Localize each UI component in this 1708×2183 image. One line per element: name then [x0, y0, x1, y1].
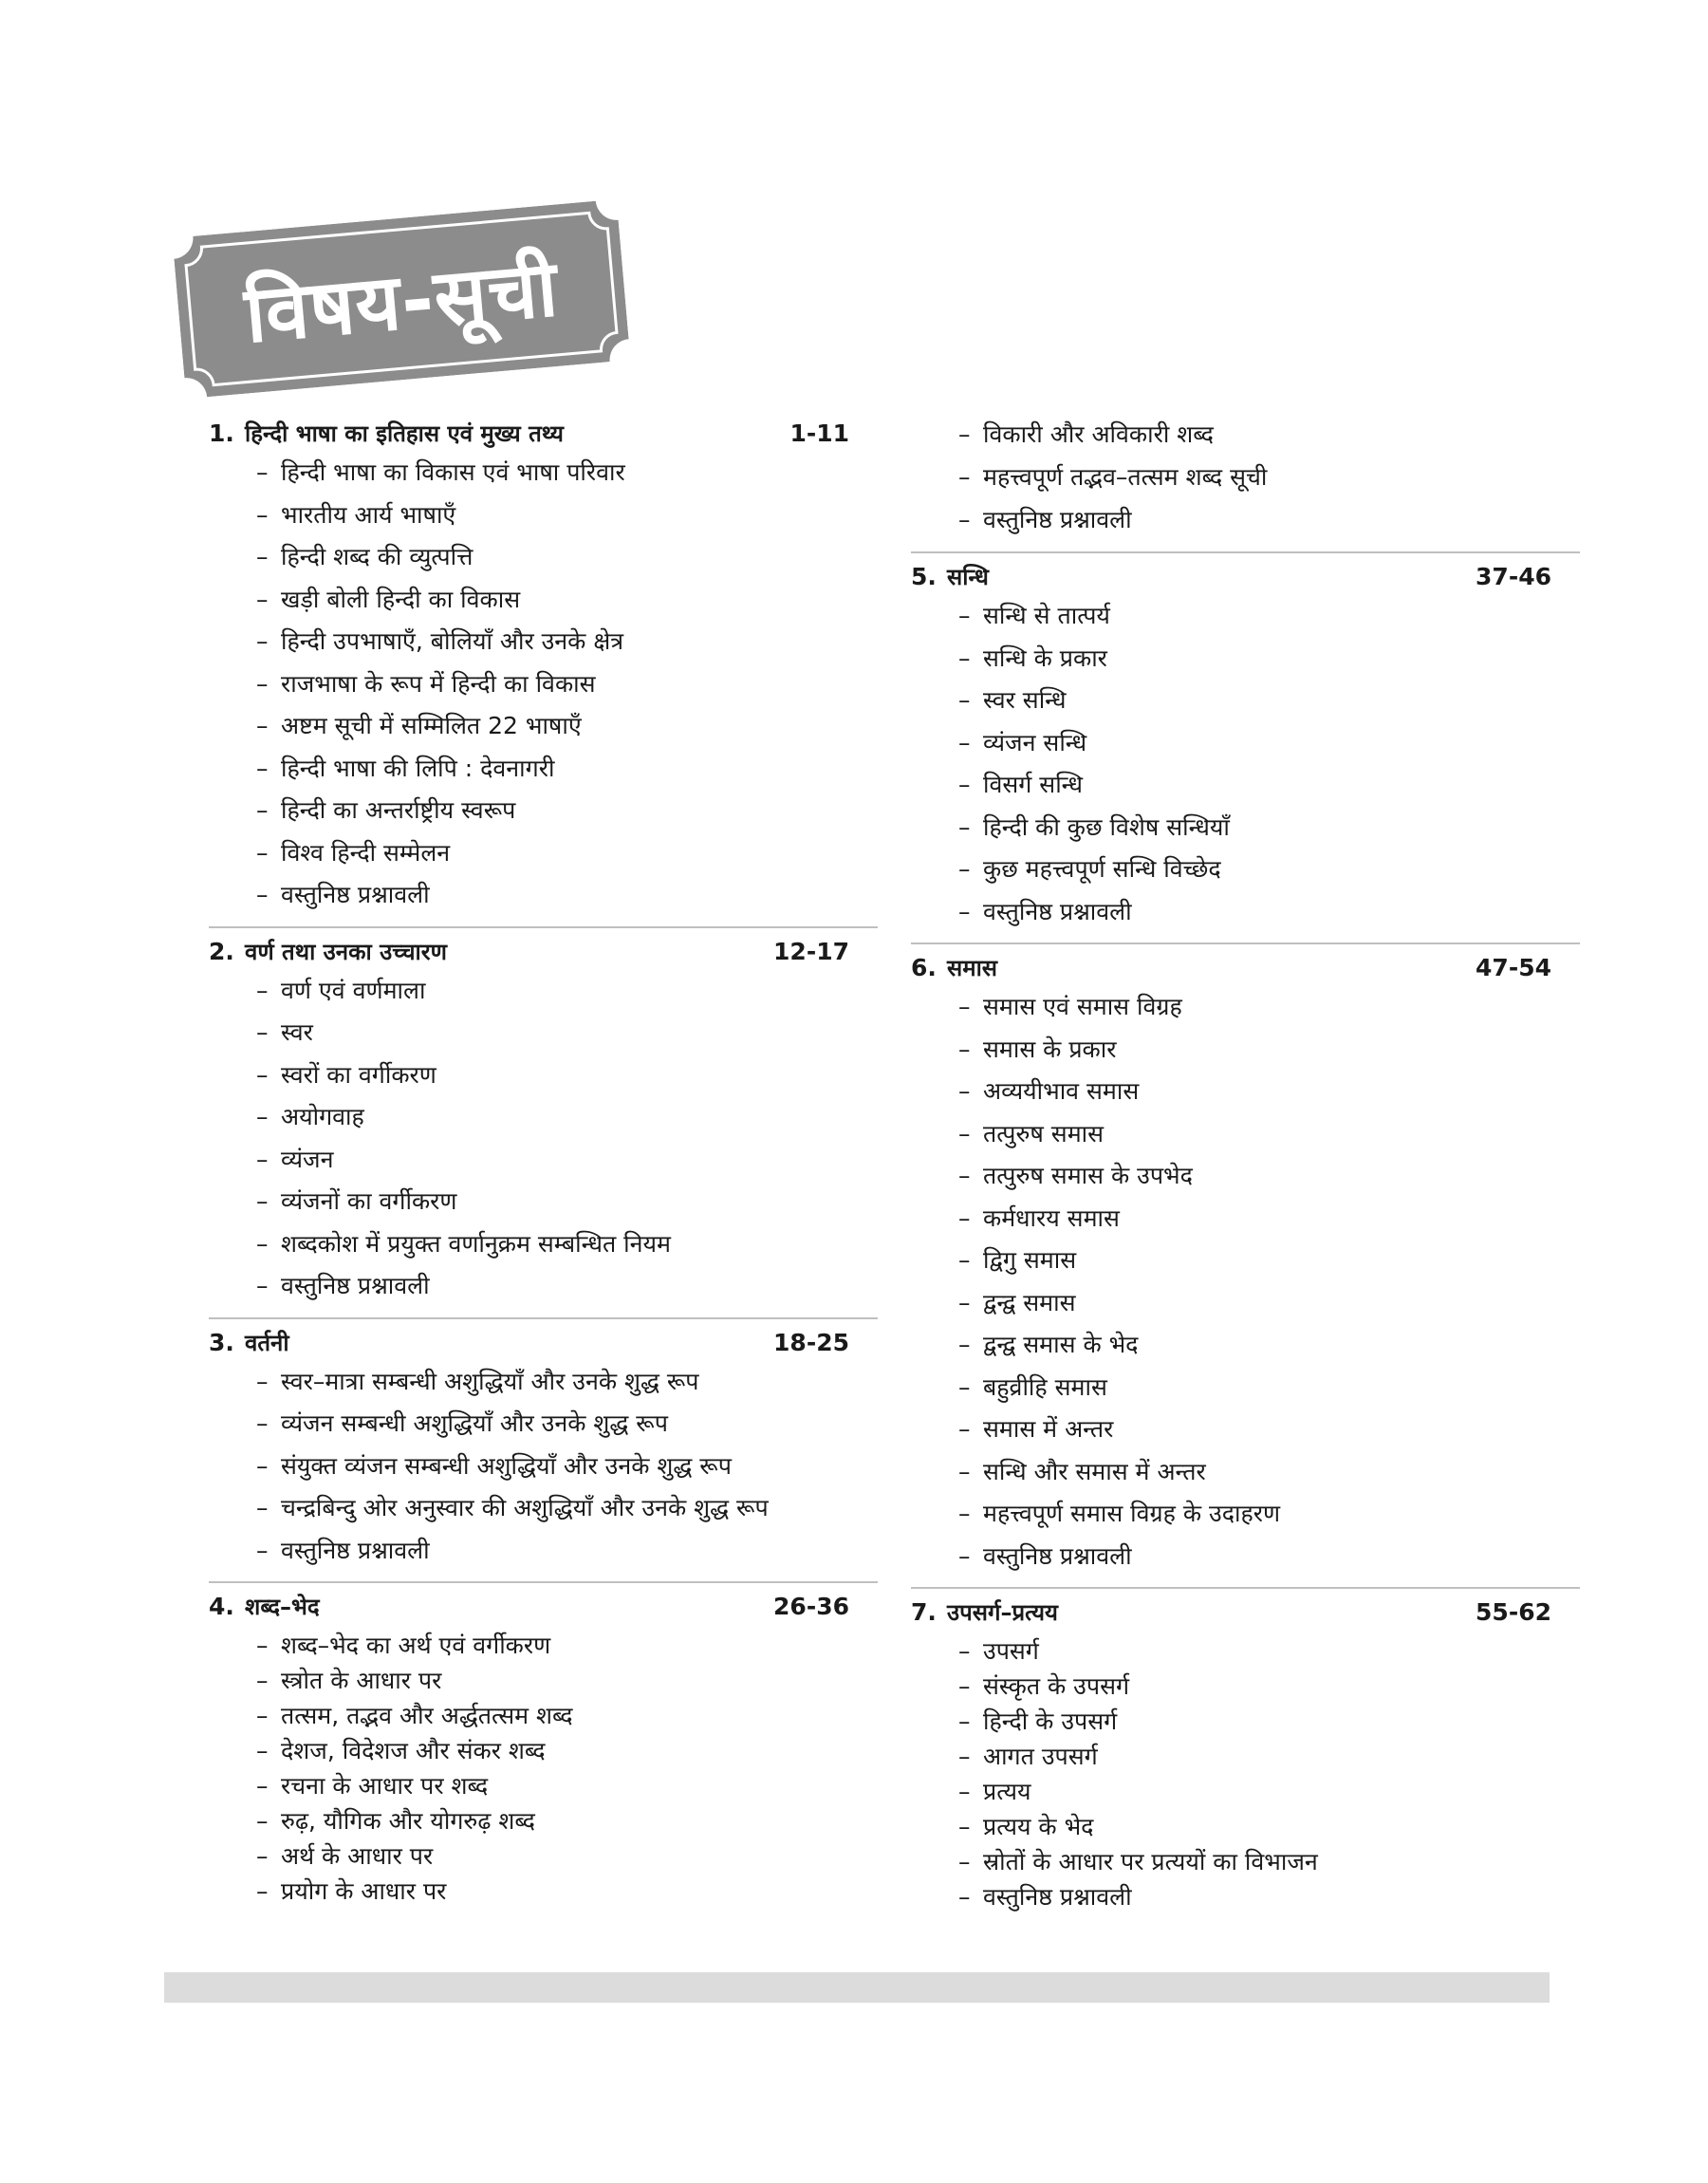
toc-item: – आगत उपसर्ग: [958, 1743, 1098, 1770]
toc-item: – वस्तुनिष्ठ प्रश्नावली: [958, 897, 1132, 925]
toc-item: – समास के प्रकार: [958, 1035, 1117, 1063]
toc-item: – बहुव्रीहि समास: [958, 1372, 1107, 1401]
toc-item: – हिन्दी के उपसर्ग: [958, 1707, 1118, 1735]
section-pages: 18-25: [773, 1328, 849, 1356]
toc-item: – द्वन्द्व समास: [958, 1288, 1076, 1316]
toc-item: – खड़ी बोली हिन्दी का विकास: [256, 585, 521, 613]
toc-item: – रचना के आधार पर शब्द: [256, 1772, 489, 1800]
section-number: 3.: [209, 1328, 234, 1356]
toc-item: – कुछ महत्त्वपूर्ण सन्धि विच्छेद: [958, 855, 1221, 883]
toc-section-5: [911, 551, 1580, 942]
toc-item: – समास एवं समास विग्रह: [958, 993, 1182, 1020]
toc-item: – वस्तुनिष्ठ प्रश्नावली: [958, 1883, 1132, 1911]
section-pages: 12-17: [773, 937, 849, 965]
toc-item: – अष्टम सूची में सम्मिलित 22 भाषाएँ: [256, 712, 582, 739]
toc-item: – व्यंजनों का वर्गीकरण: [256, 1187, 457, 1215]
toc-item: – स्त्रोत के आधार पर: [256, 1667, 442, 1694]
toc-item: – महत्त्वपूर्ण समास विग्रह के उदाहरण: [958, 1500, 1281, 1527]
page-title: विषय-सूची: [241, 243, 563, 362]
toc-item: – हिन्दी उपभाषाएँ, बोलियाँ और उनके क्षेत्र: [256, 627, 624, 655]
toc-item: – चन्द्रबिन्दु ओर अनुस्वार की अशुद्धियाँ और उनके शुद्ध रूप: [256, 1494, 769, 1521]
toc-item: – स्वर सन्धि: [958, 686, 1067, 714]
section-title: सन्धि: [947, 564, 989, 590]
section-title: वर्तनी: [245, 1329, 289, 1356]
toc-item: – प्रयोग के आधार पर: [256, 1877, 447, 1905]
section-pages: 47-54: [1476, 954, 1551, 981]
toc-item: – स्वरों का वर्गीकरण: [256, 1060, 436, 1089]
section-title: शब्द–भेद: [245, 1594, 320, 1620]
toc-item: – वस्तुनिष्ठ प्रश्नावली: [958, 1541, 1132, 1570]
toc-item: – कर्मधारय समास: [958, 1203, 1120, 1232]
toc-item: – अव्ययीभाव समास: [958, 1077, 1140, 1105]
section-number: 4.: [209, 1593, 234, 1620]
toc-item: – प्रत्यय के भेद: [958, 1813, 1094, 1840]
section-pages: 55-62: [1476, 1598, 1551, 1626]
toc-item: – स्वर: [256, 1018, 313, 1046]
toc-item: – वस्तुनिष्ठ प्रश्नावली: [256, 1272, 430, 1299]
toc-item: – हिन्दी का अन्तर्राष्ट्रीय स्वरूप: [256, 796, 516, 824]
footer-bar: [164, 1972, 1550, 2003]
toc-item: – वर्ण एवं वर्णमाला: [256, 976, 426, 1004]
toc-item: – शब्दकोश में प्रयुक्त वर्णानुक्रम सम्बन्धित नियम: [256, 1229, 671, 1258]
toc-item: – व्यंजन सन्धि: [958, 728, 1087, 756]
section-title: वर्ण तथा उनका उच्चारण: [245, 938, 447, 965]
toc-item: – हिन्दी की कुछ विशेष सन्धियाँ: [958, 812, 1230, 841]
toc-section-4-continued: [911, 418, 1580, 551]
toc-item: – संस्कृत के उपसर्ग: [958, 1672, 1130, 1700]
toc-item: – देशज, विदेशज और संकर शब्द: [256, 1737, 546, 1764]
title-badge: [172, 199, 630, 399]
section-pages: 1-11: [789, 420, 849, 447]
section-number: 2.: [209, 937, 234, 965]
section-pages: 37-46: [1476, 563, 1551, 590]
toc-item: – तत्पुरुष समास: [958, 1119, 1105, 1147]
toc-item: – विश्व हिन्दी सम्मेलन: [256, 838, 451, 867]
toc-section-7: [911, 1587, 1580, 1921]
toc-item: – स्वर–मात्रा सम्बन्धी अशुद्धियाँ और उनके शुद्ध रूप: [256, 1367, 699, 1395]
toc-item: – द्वन्द्व समास के भेद: [958, 1331, 1139, 1358]
toc-item: – रुढ़, यौगिक और योगरुढ़ शब्द: [256, 1807, 535, 1835]
toc-section-2: [209, 926, 878, 1317]
toc-item: – हिन्दी शब्द की व्युत्पत्ति: [256, 543, 473, 570]
toc-item: – विकारी और अविकारी शब्द: [958, 420, 1214, 448]
toc-item: – विसर्ग सन्धि: [958, 771, 1083, 798]
toc-item: – संयुक्त व्यंजन सम्बन्धी अशुद्धियाँ और उनके शुद्ध रूप: [256, 1451, 732, 1480]
toc-section-6: [911, 942, 1580, 1587]
toc-item: – द्विगु समास: [958, 1246, 1077, 1274]
section-number: 6.: [911, 954, 937, 981]
toc-item: – अर्थ के आधार पर: [256, 1842, 434, 1870]
toc-item: – हिन्दी भाषा का विकास एवं भाषा परिवार: [256, 458, 625, 486]
toc-item: – भारतीय आर्य भाषाएँ: [256, 500, 456, 529]
toc-item: – शब्द–भेद का अर्थ एवं वर्गीकरण: [256, 1632, 551, 1659]
toc-item: – सन्धि से तात्पर्य: [958, 602, 1110, 629]
right-column: [911, 418, 1580, 1921]
section-pages: 26-36: [773, 1593, 849, 1620]
toc-item: – तत्पुरुष समास के उपभेद: [958, 1162, 1193, 1189]
toc-section-3: [209, 1317, 878, 1582]
toc-item: – राजभाषा के रूप में हिन्दी का विकास: [256, 669, 596, 698]
section-title: हिन्दी भाषा का इतिहास एवं मुख्य तथ्य: [245, 420, 564, 447]
toc-item: – उपसर्ग: [958, 1637, 1039, 1665]
toc-item: – वस्तुनिष्ठ प्रश्नावली: [256, 881, 430, 908]
section-number: 1.: [209, 420, 234, 447]
section-title: समास: [947, 955, 998, 981]
toc-item: – सन्धि और समास में अन्तर: [958, 1457, 1206, 1485]
toc-item: – अयोगवाह: [256, 1103, 364, 1130]
toc-item: – महत्त्वपूर्ण तद्भव–तत्सम शब्द सूची: [958, 463, 1268, 491]
toc-section-4: [209, 1581, 878, 1915]
toc-item: – समास में अन्तर: [958, 1415, 1114, 1443]
toc-item: – व्यंजन सम्बन्धी अशुद्धियाँ और उनके शुद्ध रूप: [256, 1409, 668, 1437]
toc-section-1: [209, 418, 878, 926]
toc-item: – वस्तुनिष्ठ प्रश्नावली: [256, 1536, 430, 1564]
toc-item: – सन्धि के प्रकार: [958, 644, 1107, 672]
toc-item: – वस्तुनिष्ठ प्रश्नावली: [958, 506, 1132, 533]
toc-item: – तत्सम, तद्भव और अर्द्धतत्सम शब्द: [256, 1702, 573, 1729]
section-number: 5.: [911, 563, 937, 590]
section-title: उपसर्ग–प्रत्यय: [947, 1599, 1058, 1626]
toc-item: – स्रोतों के आधार पर प्रत्ययों का विभाजन: [958, 1848, 1318, 1875]
toc-item: – हिन्दी भाषा की लिपि : देवनागरी: [256, 754, 555, 782]
toc-item: – व्यंजन: [256, 1145, 334, 1173]
toc-item: – प्रत्यय: [958, 1778, 1031, 1805]
left-column: [209, 418, 878, 1915]
section-number: 7.: [911, 1598, 937, 1626]
